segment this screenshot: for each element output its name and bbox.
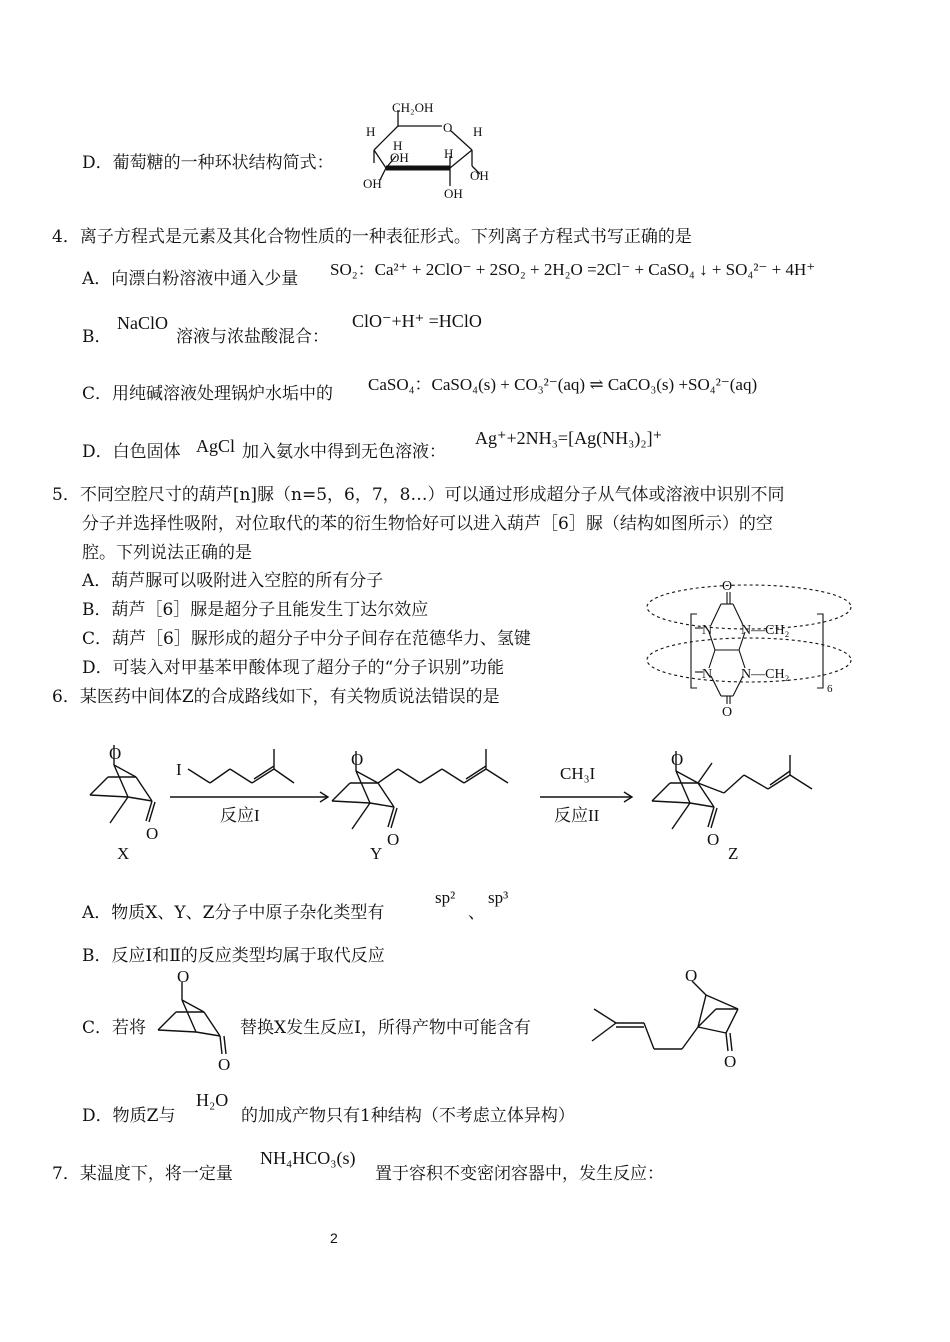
q5-option-a: A．葫芦脲可以吸附进入空腔的所有分子 <box>82 571 384 591</box>
norbornanone-carbonyl-o: O <box>218 1055 231 1074</box>
reagent-ch3i: CH₃I <box>560 764 596 783</box>
q7-text2: 置于容积不变密闭容器中，发生反应： <box>375 1164 664 1184</box>
label-z: Z <box>728 844 739 863</box>
q4-option-b-reagent: NaClO <box>117 313 168 333</box>
glucose-oh: OH <box>390 150 409 165</box>
label-y: Y <box>370 844 383 863</box>
cb-n: N <box>702 667 713 682</box>
q5-stem-line2: 分子并选择性吸附，对位取代的苯的衍生物恰好可以进入葫芦［6］脲（结构如图所示）的空 <box>82 514 773 534</box>
q5-option-c: C．葫芦［6］脲形成的超分子中分子间存在范德华力、氢键 <box>82 629 531 649</box>
q4-option-a-text: A．向漂白粉溶液中通入少量 <box>82 269 299 289</box>
x-carbonyl-o: O <box>146 824 159 843</box>
q4-option-b-prefix: B． <box>82 327 112 347</box>
q5-stem-line1: 5．不同空腔尺寸的葫芦[n]脲（n=5，6，7，8…）可以通过形成超分子从气体或溶液中识别不同 <box>52 485 785 505</box>
glucose-structure <box>360 98 500 203</box>
q4-option-b-formula: ClO⁻+H⁺ =HClO <box>352 311 482 331</box>
glucose-ch2oh: CH₂OH <box>392 100 434 115</box>
glucose-h: H <box>393 138 403 153</box>
glucose-h: H <box>366 124 376 139</box>
z-oxygen: O <box>671 750 684 769</box>
product-oxygen: O <box>685 966 698 985</box>
reaction-1-label: 反应I <box>220 806 260 825</box>
glucose-h: H <box>444 146 454 161</box>
label-x: X <box>117 844 130 863</box>
q4-option-d-reagent: AgCl <box>196 436 236 456</box>
z-carbonyl-o: O <box>707 830 720 849</box>
cb-n-ch2: N—CH₂ <box>741 667 790 682</box>
product-carbonyl-o: O <box>724 1052 737 1071</box>
glucose-oh: OH <box>470 168 489 183</box>
q6-option-a-text: A．物质X、Y、Z分子中原子杂化类型有 <box>82 903 385 923</box>
q6-option-a-sp3: sp³ <box>488 888 509 907</box>
q5-option-b: B．葫芦［6］脲是超分子且能发生丁达尔效应 <box>82 600 429 620</box>
q6-stem: 6．某医药中间体Z的合成路线如下，有关物质说法错误的是 <box>52 687 500 707</box>
q7-reagent: NH₄HCO₃(s) <box>260 1148 356 1168</box>
page-number: 2 <box>330 1230 338 1246</box>
q6-option-a-separator: 、 <box>468 903 485 923</box>
q4-option-c-formula: CaSO₄：CaSO₄(s) + CO₃²⁻(aq) ⇌ CaCO₃(s) +SO₄²⁻(aq) <box>368 375 758 394</box>
product-structure <box>588 965 758 1073</box>
q6-option-d-reagent: H₂O <box>196 1090 229 1110</box>
q6-option-b: B．反应Ⅰ和Ⅱ的反应类型均属于取代反应 <box>82 946 385 966</box>
q6-option-c-text1: C．若将 <box>82 1018 147 1038</box>
q4-option-a-formula: SO₂：Ca²⁺ + 2ClO⁻ + 2SO₂ + 2H₂O =2Cl⁻ + CaSO₄ ↓ + SO₄²⁻ + 4H⁺ <box>330 260 816 279</box>
x-oxygen: O <box>109 744 122 763</box>
q3-option-d: D．葡萄糖的一种环状结构简式： <box>82 153 334 173</box>
glucose-h: H <box>473 124 483 139</box>
y-oxygen: O <box>351 750 364 769</box>
q4-option-c-text: C．用纯碱溶液处理锅炉水垢中的 <box>82 384 334 404</box>
cb-n-ch2: N—CH₂ <box>741 623 790 638</box>
q6-option-a-sp2: sp² <box>435 888 456 907</box>
q5-option-d: D．可装入对甲基苯甲酸体现了超分子的“分子识别”功能 <box>82 658 505 678</box>
glucose-oh: OH <box>444 186 463 201</box>
q6-option-d-text1: D．物质Z与 <box>82 1106 176 1126</box>
norbornanone-structure <box>150 968 240 1073</box>
cb-n: N <box>702 623 713 638</box>
glucose-ring-o: O <box>443 120 453 135</box>
q6-option-c-text2: 替换X发生反应Ⅰ，所得产物中可能含有 <box>240 1018 531 1038</box>
q4-option-b-text: 溶液与浓盐酸混合： <box>176 327 329 347</box>
cb-o: O <box>722 705 733 720</box>
y-carbonyl-o: O <box>387 830 400 849</box>
q4-stem: 4．离子方程式是元素及其化合物性质的一种表征形式。下列离子方程式书写正确的是 <box>52 227 692 247</box>
cb-o: O <box>722 579 733 594</box>
q7-text1: 7．某温度下，将一定量 <box>52 1164 233 1184</box>
q6-option-d-text2: 的加成产物只有1种结构（不考虑立体异构） <box>241 1106 575 1126</box>
reagent-iodide: I <box>176 760 182 779</box>
q4-option-d-text1: D．白色固体 <box>82 442 181 462</box>
cucurbituril-structure <box>645 570 865 720</box>
norbornanone-oxygen: O <box>177 967 190 986</box>
q4-option-d-formula: Ag⁺+2NH₃=[Ag(NH₃)₂]⁺ <box>475 428 663 448</box>
cb-subscript: 6 <box>827 683 833 695</box>
q4-option-d-text2: 加入氨水中得到无色溶液： <box>242 442 446 462</box>
q5-stem-line3: 腔。下列说法正确的是 <box>82 543 252 563</box>
glucose-oh: OH <box>363 176 382 191</box>
synthesis-scheme <box>80 735 860 865</box>
reaction-2-label: 反应II <box>554 806 600 825</box>
